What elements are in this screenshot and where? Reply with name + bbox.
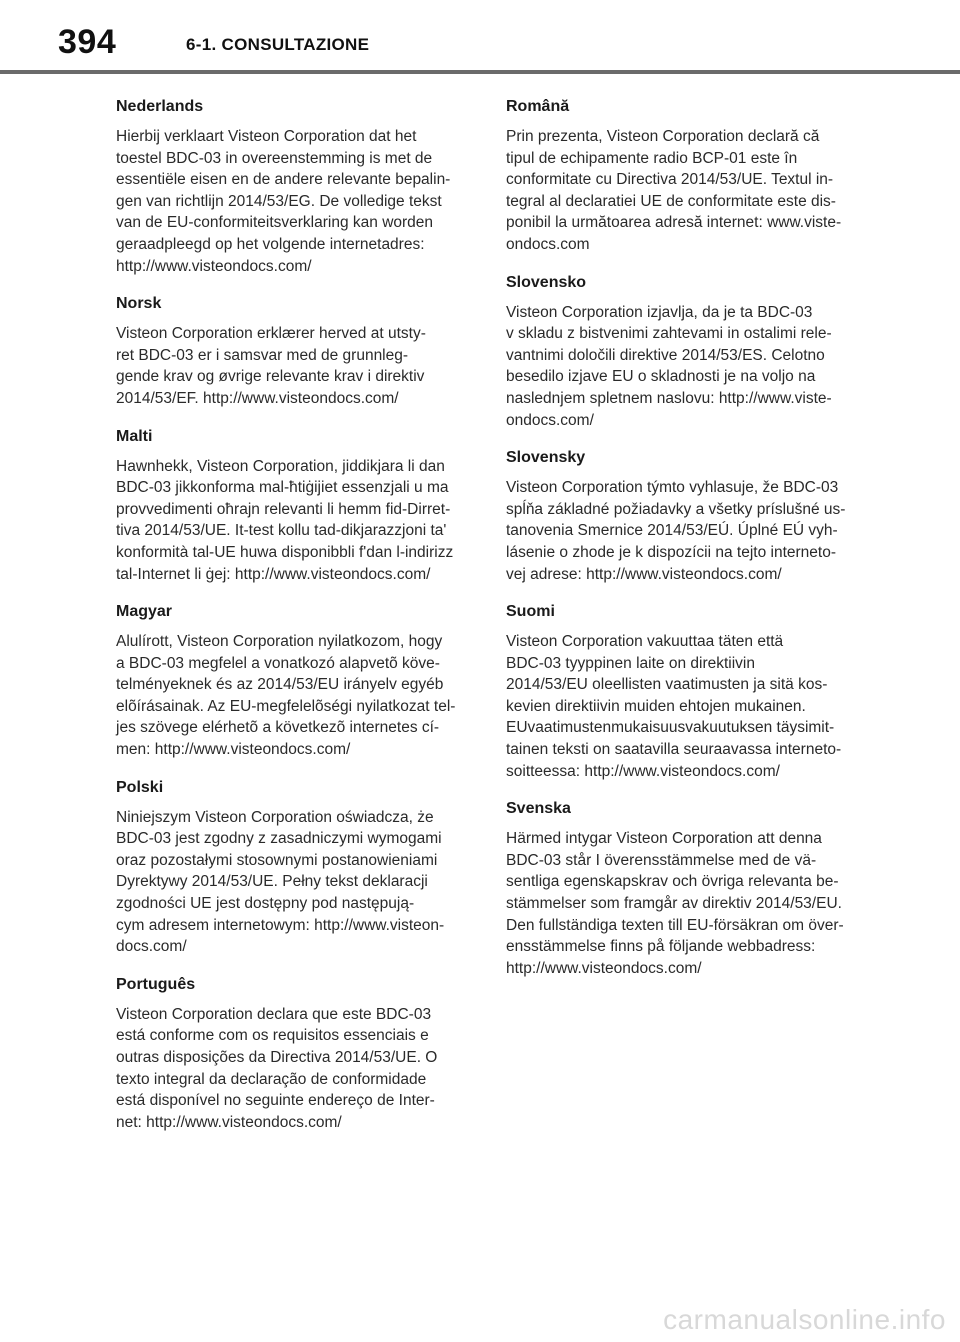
declaration-text: Visteon Corporation declara que este BDC-03 está conforme com os requisitos essenciais e outras disposições da Directiva 2014/53/UE. O texto integral da declaração de conformidade está disponível no seguinte endereço de Inter- net: http://www.visteondocs.com/ <box>116 1005 438 1131</box>
language-section-slovensko <box>506 272 856 432</box>
declaration-text: Visteon Corporation vakuuttaa täten että BDC-03 tyyppinen laite on direktiivin 2014/53/EU oleellisten vaatimusten ja sitä kos- kevien direktiivin muiden ehtojen mukainen. EUvaatimustenmukaisuusvakuutuksen täysimit- tainen teksti on saatavilla seuraavassa interneto- soitteessa: http://www.visteondocs.com/ <box>506 633 842 780</box>
language-heading: Magyar <box>116 603 173 621</box>
language-section-portugues <box>116 974 466 1134</box>
language-section-magyar <box>116 601 466 761</box>
language-heading: Português <box>116 975 196 993</box>
language-heading: Malti <box>116 427 153 445</box>
declaration-text: Hierbij verklaart Visteon Corporation dat het toestel BDC-03 in overeenstemming is met de essentiële eisen en de andere relevante bepalin- gen van richtlijn 2014/53/EG. De volledige tekst van de EU-conformiteitsverklaring kan worden geraadpleegd op het volgende internetadres: http://www.visteondocs.com/ <box>116 128 451 275</box>
language-heading: Română <box>506 98 570 115</box>
language-section-slovensky <box>506 447 856 585</box>
right-column <box>506 96 856 995</box>
language-section-norsk <box>116 293 466 409</box>
language-heading: Suomi <box>506 603 555 621</box>
section-title: 6-1. CONSULTAZIONE <box>186 35 370 54</box>
language-section-polski <box>116 777 466 958</box>
declaration-text: Prin prezenta, Visteon Corporation declară că tipul de echipamente radio BCP-01 este în conformitate cu Directiva 2014/53/UE. Textul in- tegral al declaratiei UE de conformitate este dis- ponibil la următoarea adresă internet: www.viste- ondocs.com <box>506 128 842 253</box>
language-heading: Svenska <box>506 800 571 818</box>
language-heading: Nederlands <box>116 98 204 115</box>
page-number: 394 <box>58 23 117 61</box>
left-column <box>116 96 466 1149</box>
declaration-text: Alulírott, Visteon Corporation nyilatkozom, hogy a BDC-03 megfelel a vonatkozó alapvetõ köve- telményeknek és az 2014/53/EU irányelv egyéb elõírásainak. Az EU-megfelelõségi nyilatkozat tel- jes szövege elérhetõ a következõ internetes cí- men: http://www.visteondocs.com/ <box>116 633 456 759</box>
declaration-text: Visteon Corporation erklærer herved at utsty- ret BDC-03 er i samsvar med de grunnleg- gende krav og øvrige relevante krav i direktiv 2014/53/EF. http://www.visteondocs.com/ <box>116 325 426 407</box>
header-divider <box>0 70 960 74</box>
page-header <box>0 0 960 74</box>
language-section-suomi <box>506 601 856 782</box>
declaration-text: Visteon Corporation týmto vyhlasuje, že BDC-03 spĺňa základné požiadavky a všetky príslušné us- tanovenia Smernice 2014/53/EÚ. Úplné EÚ vyh- lásenie o zhode je k dispozícii na tejto interneto- vej adrese: http://www.visteondocs.com/ <box>506 479 846 583</box>
declaration-text: Niniejszym Visteon Corporation oświadcza, że BDC-03 jest zgodny z zasadniczymi wymogami oraz pozostałymi stosownymi postanowieniami Dyrektywy 2014/53/UE. Pełny tekst deklaracji zgodności UE jest dostępny pod następują- cym adresem internetowym: http://www.visteon- docs.com/ <box>116 808 445 956</box>
declaration-text: Visteon Corporation izjavlja, da je ta BDC-03 v skladu z bistvenimi zahtevami in ostalimi rele- vantnimi določili direktive 2014/53/ES. Celotno besedilo izjave EU o skladnosti je na voljo na naslednjem spletnem naslovu: http://www.viste- ondocs.com/ <box>506 303 832 429</box>
language-heading: Norsk <box>116 295 162 313</box>
language-section-romana <box>506 96 856 256</box>
site-watermark: carmanualsonline.info <box>663 1304 946 1335</box>
language-section-malti <box>116 426 466 586</box>
language-section-nederlands <box>116 96 466 277</box>
declaration-text: Härmed intygar Visteon Corporation att denna BDC-03 står I överensstämmelse med de vä- sentliga egenskapskrav och övriga relevanta be- stämmelser som framgår av direktiv 2014/53/EU. Den fullständiga texten till EU-försäkran om över- ensstämmelse finns på följande webbadress: http://www.visteondocs.com/ <box>506 830 844 977</box>
language-heading: Slovensko <box>506 273 587 291</box>
declaration-text: Hawnhekk, Visteon Corporation, jiddikjara li dan BDC-03 jikkonforma mal-ħtiġijiet essenzjali u ma provvedimenti oħrajn relevanti li hemm fid-Dirret- tiva 2014/53/UE. It-test kollu tad-dikjarazzjoni ta' konformità tal-UE huwa disponibbli f'dan l-indirizz tal-Internet li ġej: http://www.visteondocs.com/ <box>116 457 454 583</box>
language-heading: Slovensky <box>506 449 586 467</box>
language-section-svenska <box>506 798 856 979</box>
language-heading: Polski <box>116 778 164 796</box>
